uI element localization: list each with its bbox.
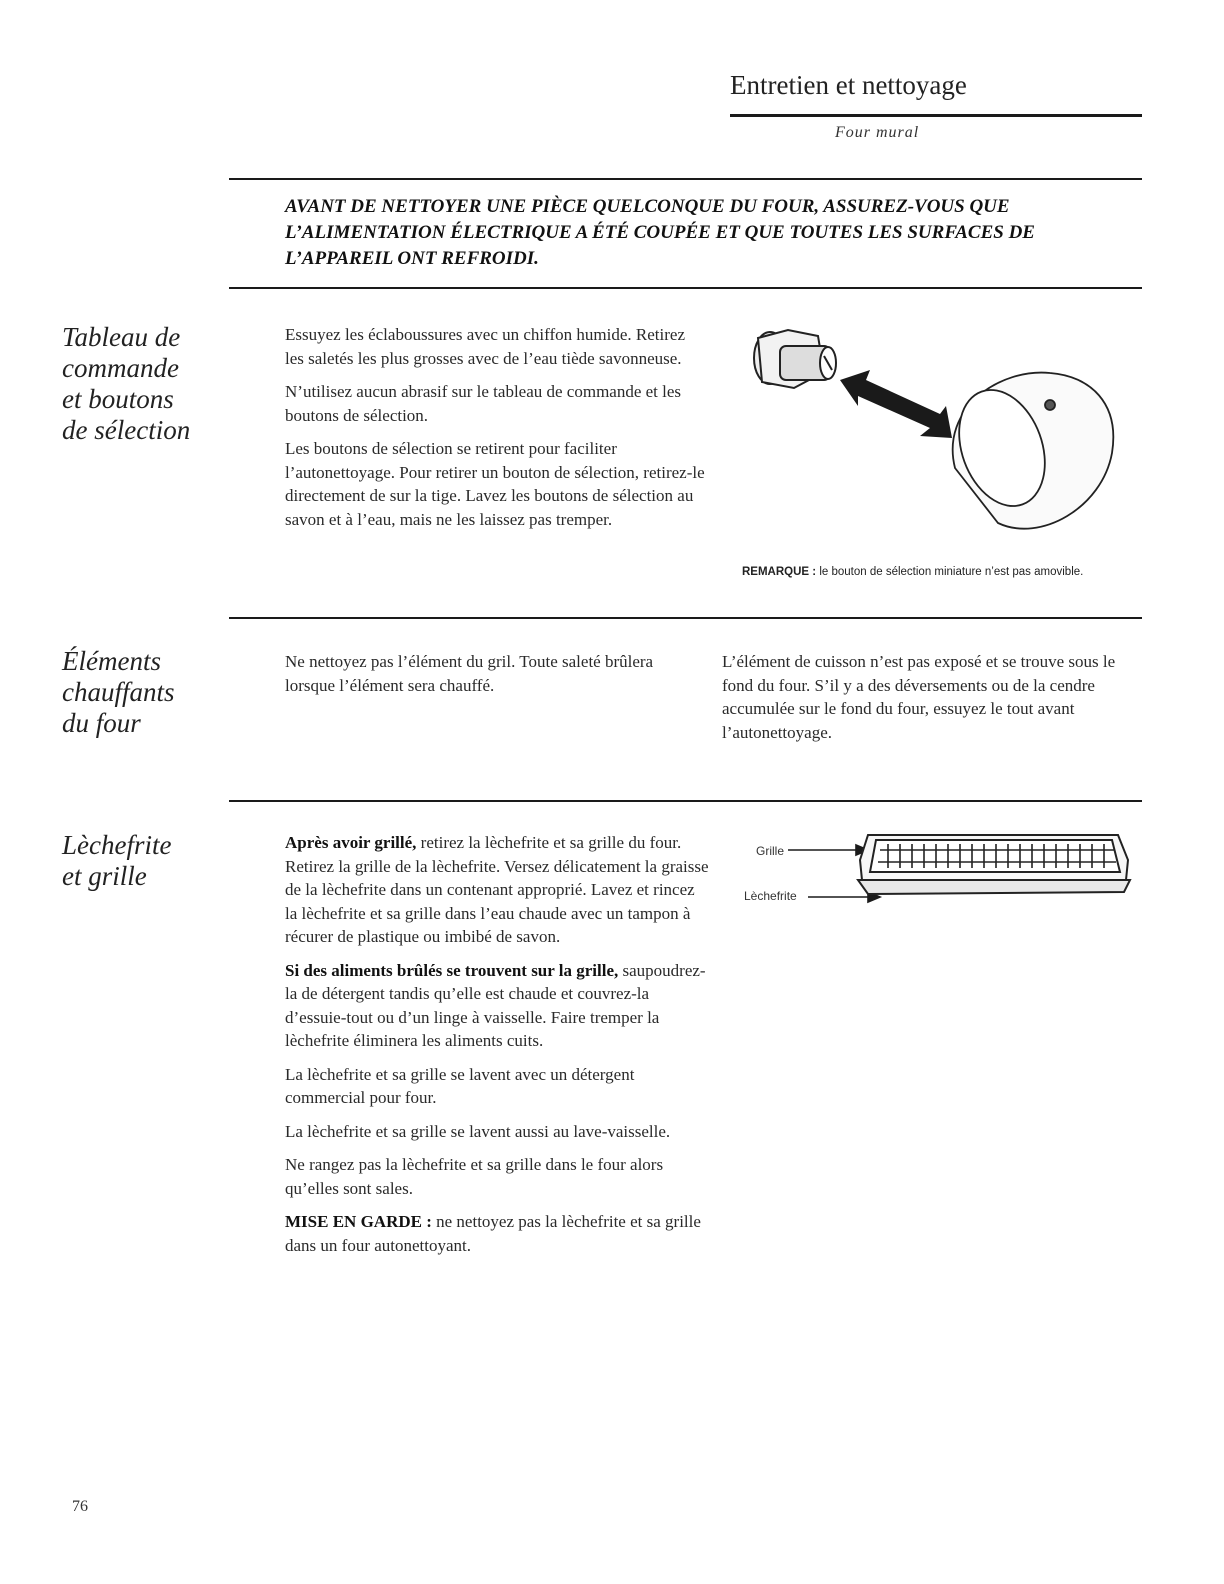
divider: [229, 178, 1142, 180]
knob-icon: [944, 373, 1113, 529]
paragraph: La lèchefrite et sa grille se lavent avec un détergent commercial pour four.: [285, 1064, 635, 1107]
paragraph-text: ne nettoyez pas la lèchefrite et sa grille dans un four autonettoyant.: [285, 1212, 701, 1255]
knob-stem-icon: [754, 330, 836, 388]
safety-warning: AVANT DE NETTOYER UNE PIÈCE QUELCONQUE DU FOUR, ASSUREZ-VOUS QUE L’ALIMENTATION ÉLECTRIQUE A ÉTÉ COUPÉE ET QUE TOUTES LES SURFACES DE L’APPAREIL ONT REFROIDI.: [285, 196, 1035, 269]
section-title-heating-elements: Éléments chauffants du four: [62, 646, 175, 738]
page-header-subtitle: Four mural: [835, 124, 920, 141]
broiler-pan-icon: [858, 835, 1130, 894]
page-header-title: Entretien et nettoyage: [730, 70, 967, 100]
bold-lead: MISE EN GARDE :: [285, 1212, 432, 1231]
paragraph: Ne nettoyez pas l’élément du gril. Toute saleté brûlera lorsque l’élément sera chauffé.: [285, 652, 654, 695]
page-number: 76: [72, 1498, 88, 1515]
divider: [229, 800, 1142, 802]
label-lechefrite: Lèchefrite: [744, 889, 797, 903]
knob-removal-illustration: [740, 318, 1140, 558]
bold-lead: Si des aliments brûlés se trouvent sur la grille,: [285, 960, 619, 980]
section-body-control-panel: [285, 323, 705, 541]
note-text: le bouton de sélection miniature n’est pas amovible.: [816, 566, 1084, 578]
section-body-heating-right: [722, 650, 1142, 754]
paragraph: Les boutons de sélection se retirent pour faciliter l’autonettoyage. Pour retirer un bouton de sélection, retirez-le directement de sur la tige. Lavez les boutons de sélection au savon et à l’eau, mais ne les laissez pas tremper.: [285, 439, 705, 529]
paragraph-text: retirez la lèchefrite et sa grille du four. Retirez la grille de la lèchefrite. Versez délicatement la graisse de la lèchefrite dans un contenant approprié. Lavez et rincez la lèchefrite et sa grille dans l’eau chaude avec un tampon à récurer de plastique ou imbibé de savon.: [285, 833, 709, 946]
paragraph: La lèchefrite et sa grille se lavent aussi au lave-vaisselle.: [285, 1121, 671, 1141]
header-rule: [730, 114, 1142, 117]
paragraph: [285, 1210, 710, 1257]
section-body-heating-left: [285, 650, 705, 707]
section-body-broiler-pan: [285, 831, 710, 1267]
section-title-control-panel: Tableau de commande et boutons de sélection: [62, 322, 191, 445]
paragraph: N’utilisez aucun abrasif sur le tableau de commande et les boutons de sélection.: [285, 382, 682, 425]
divider: [229, 617, 1142, 619]
knob-note: [742, 566, 1083, 578]
paragraph: L’élément de cuisson n’est pas exposé et se trouve sous le fond du four. S’il y a des déversements ou de la cendre accumulée sur le fond du four, essuyez le tout avant l’autonettoyage.: [722, 652, 1116, 742]
paragraph: Ne rangez pas la lèchefrite et sa grille dans le four alors qu’elles sont sales.: [285, 1155, 664, 1198]
label-grille: Grille: [756, 844, 785, 858]
note-label: REMARQUE :: [742, 566, 817, 578]
divider: [229, 287, 1142, 289]
paragraph: [285, 831, 710, 949]
paragraph-text: saupoudrez-la de détergent tandis qu’elle est chaude et couvrez-la d’essuie-tout ou d’un linge à vaisselle. Faire tremper la lèchefrite éliminera les aliments cuits.: [285, 960, 706, 1050]
broiler-pan-illustration: [788, 830, 1133, 910]
bold-lead: Après avoir grillé,: [285, 833, 417, 852]
double-arrow-icon: [840, 370, 952, 438]
paragraph: Essuyez les éclaboussures avec un chiffon humide. Retirez les saletés les plus grosses avec de l’eau tiède savonneuse.: [285, 325, 685, 368]
paragraph: [285, 959, 710, 1053]
section-title-broiler-pan: Lèchefrite et grille: [62, 830, 172, 891]
